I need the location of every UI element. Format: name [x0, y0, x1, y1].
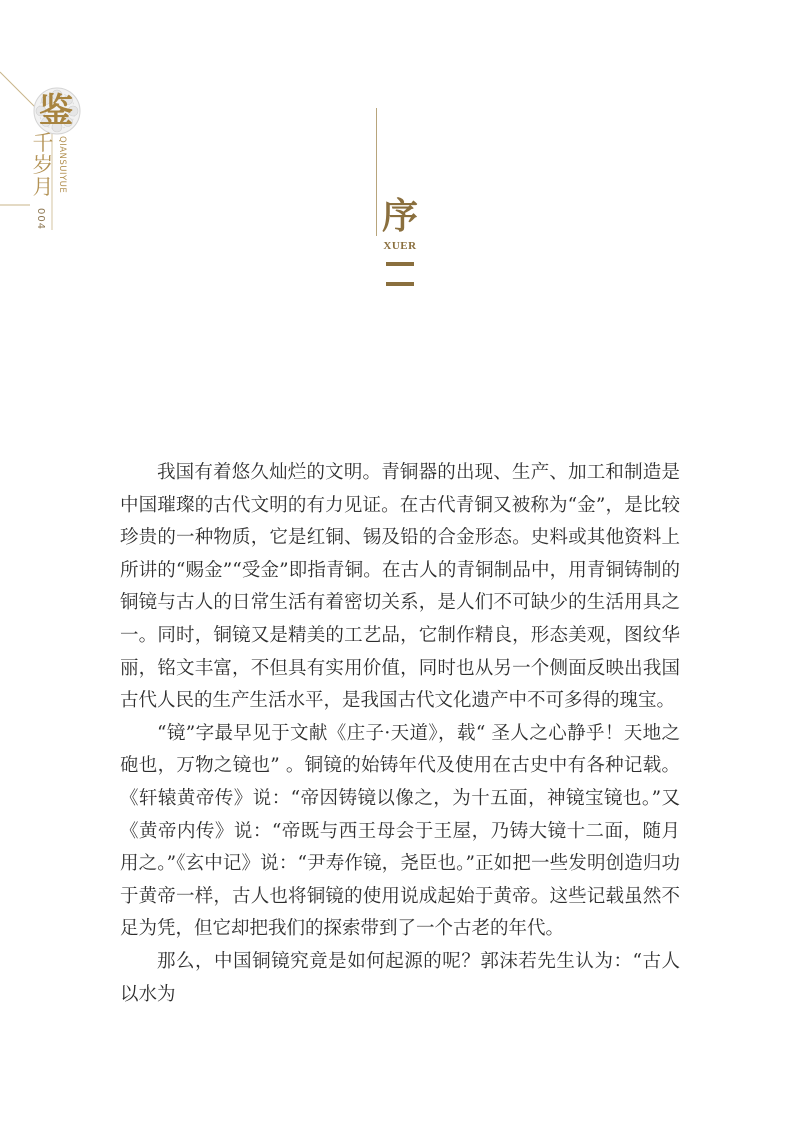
body-text — [120, 457, 680, 1011]
chapter-number — [380, 252, 420, 292]
title-divider — [376, 108, 377, 236]
chapter-pinyin: XUER — [383, 240, 417, 252]
page-number: 004 — [35, 208, 46, 231]
paragraph: 那么，中国铜镜究竟是如何起源的呢？郭沫若先生认为：“古人以水为 — [120, 950, 680, 1005]
brand-seal-char: 鉴 — [39, 91, 73, 131]
chapter-number-stroke — [386, 282, 414, 286]
brand-pinyin: QIANSUIYUE — [57, 136, 67, 194]
paragraph: 我国有着悠久灿烂的文明。青铜器的出现、生产、加工和制造是中国璀璨的古代文明的有力见证。在古代青铜又被称为“金”，是比较珍贵的一种物质，它是红铜、锡及铅的合金形态。史料或其他资料上所讲的“赐金”“受金”即指青铜。在古人的青铜制品中，用青铜铸制的铜镜与古人的日常生活有着密切关系，是人们不可缺少的生活用具之一。同时，铜镜又是精美的工艺品，它制作精良，形态美观，图纹华丽，铭文丰富，不但具有实用价值，同时也从另一个侧面反映出我国古代人民的生产生活水平，是我国古代文化遗产中不可多得的瑰宝。 — [120, 462, 680, 712]
chapter-title: 序 — [381, 195, 418, 237]
brand-subtitle: 千岁月 — [32, 131, 54, 199]
paragraph: “镜”字最早见于文献《庄子·天道》，载“ 圣人之心静乎！天地之砲也，万物之镜也” 。铜镜的始铸年代及使用在古史中有各种记载。《轩辕黄帝传》说：“帝因铸镜以像之，为十五面，神镜宝镜也。”又《黄帝内传》说：“帝既与西王母会于王屋，乃铸大镜十二面，随月用之。”《玄中记》说：“尹寿作镜，尧臣也。”正如把一些发明创造归功于黄帝一样，古人也将铜镜的使用说成起始于黄帝。这些记载虽然不足为凭，但它却把我们的探索带到了一个古老的年代。 — [120, 722, 680, 940]
corner-emblem — [0, 0, 110, 240]
chapter-number-stroke — [386, 262, 414, 266]
